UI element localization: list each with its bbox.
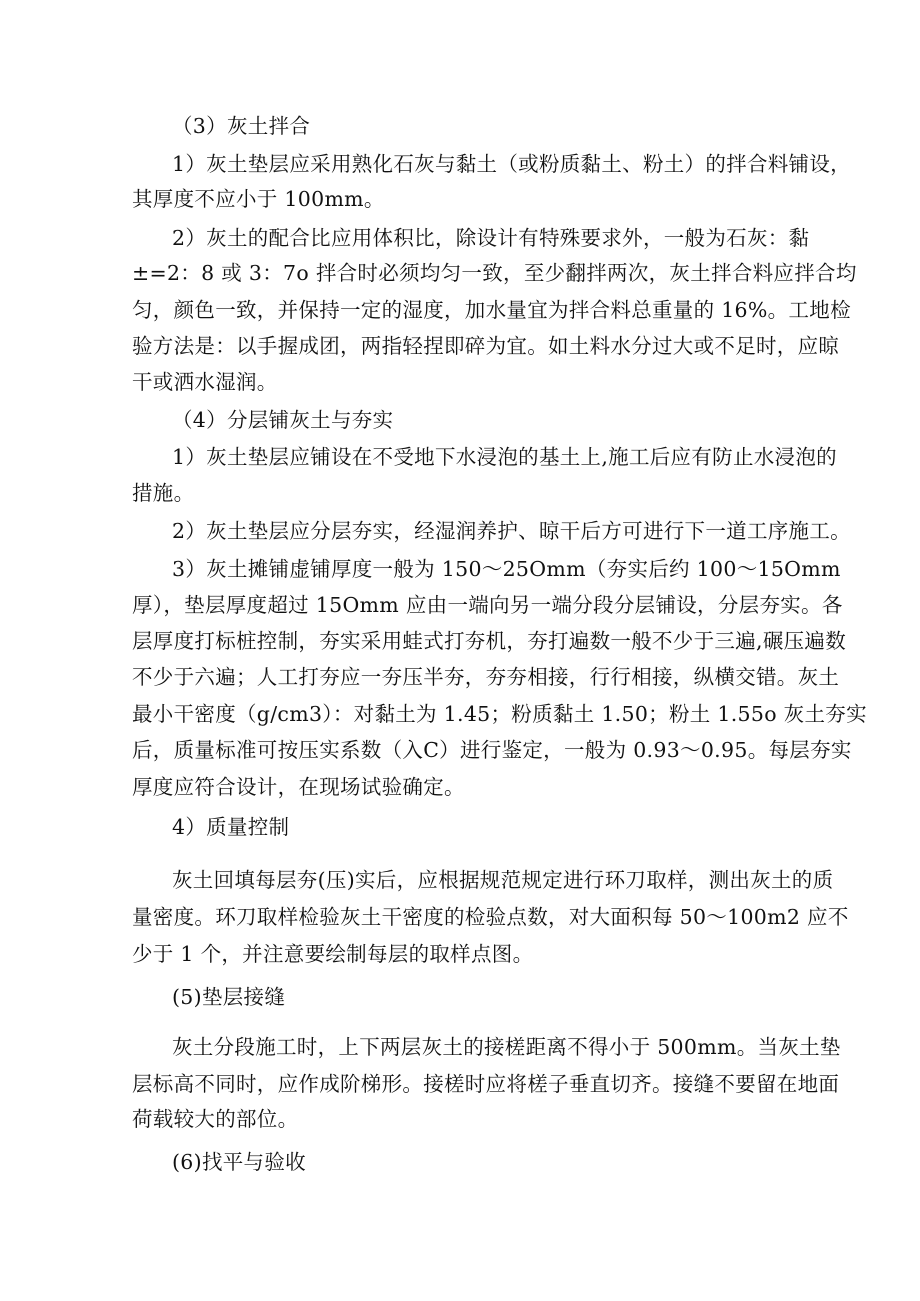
paragraph-line: 灰土分段施工时，上下两层灰土的接槎距离不得小于 500mm。当灰土垫 — [172, 1035, 841, 1059]
paragraph-line: 少于 1 个，并注意要绘制每层的取样点图。 — [132, 942, 534, 966]
section-heading-6: (6)找平与验收 — [172, 1150, 306, 1174]
paragraph-line: 1）灰土垫层应铺设在不受地下水浸泡的基土上,施工后应有防止水浸泡的 — [172, 445, 837, 469]
paragraph-line: 1）灰土垫层应采用熟化石灰与黏土（或粉质黏土、粉土）的拌合料铺设， — [172, 152, 851, 176]
paragraph-line: 措施。 — [132, 481, 195, 505]
paragraph-line: 荷载较大的部位。 — [132, 1107, 299, 1131]
paragraph-line: 层标高不同时，应作成阶梯形。接槎时应将槎子垂直切齐。接缝不要留在地面 — [132, 1072, 840, 1096]
paragraph-line: 后，质量标准可按压实系数（入C）进行鉴定，一般为 0.93～0.95。每层夯实 — [132, 738, 852, 762]
paragraph-line: 量密度。环刀取样检验灰土干密度的检验点数，对大面积每 50～100m2 应不 — [132, 905, 849, 929]
paragraph-line: 其厚度不应小于 100mm。 — [132, 187, 385, 211]
paragraph-line: 干或洒水湿润。 — [132, 370, 278, 394]
paragraph-line: 不少于六遍；人工打夯应一夯压半夯，夯夯相接，行行相接，纵横交错。灰土 — [132, 665, 840, 689]
paragraph-line: 匀，颜色一致，并保持一定的湿度，加水量宜为拌合料总重量的 16%。工地检 — [132, 298, 851, 322]
paragraph-line: 最小干密度（g/cm3）：对黏土为 1.45；粉质黏土 1.50；粉土 1.55o 灰土夯实 — [132, 702, 867, 726]
paragraph-line: 厚度应符合设计，在现场试验确定。 — [132, 775, 465, 799]
paragraph-line: 验方法是：以手握成团，两指轻捏即碎为宜。如土料水分过大或不足时，应晾 — [132, 334, 840, 358]
section-heading-5: (5)垫层接缝 — [172, 985, 286, 1009]
paragraph-line: 灰土回填每层夯(压)实后，应根据规范规定进行环刀取样，测出灰土的质 — [172, 868, 834, 892]
paragraph-line: 厚），垫层厚度超过 15Omm 应由一端向另一端分段分层铺设，分层夯实。各 — [132, 593, 843, 617]
subsection-heading: 4）质量控制 — [172, 815, 290, 839]
paragraph-line: 2）灰土垫层应分层夯实，经湿润养护、晾干后方可进行下一道工序施工。 — [172, 519, 851, 543]
paragraph-line: ±=2：8 或 3：7o 拌合时必须均匀一致，至少翻拌两次，灰土拌合料应拌合均 — [132, 261, 857, 285]
paragraph-line: 2）灰土的配合比应用体积比，除设计有特殊要求外，一般为石灰：黏 — [172, 226, 810, 250]
paragraph-line: 层厚度打标桩控制，夯实采用蛙式打夯机，夯打遍数一般不少于三遍,碾压遍数 — [132, 629, 847, 653]
paragraph-line: 3）灰土摊铺虚铺厚度一般为 150～25Omm（夯实后约 100～15Omm — [172, 557, 841, 581]
section-heading-4: （4）分层铺灰土与夯实 — [172, 408, 394, 432]
section-heading-3: （3）灰土拌合 — [172, 114, 311, 138]
